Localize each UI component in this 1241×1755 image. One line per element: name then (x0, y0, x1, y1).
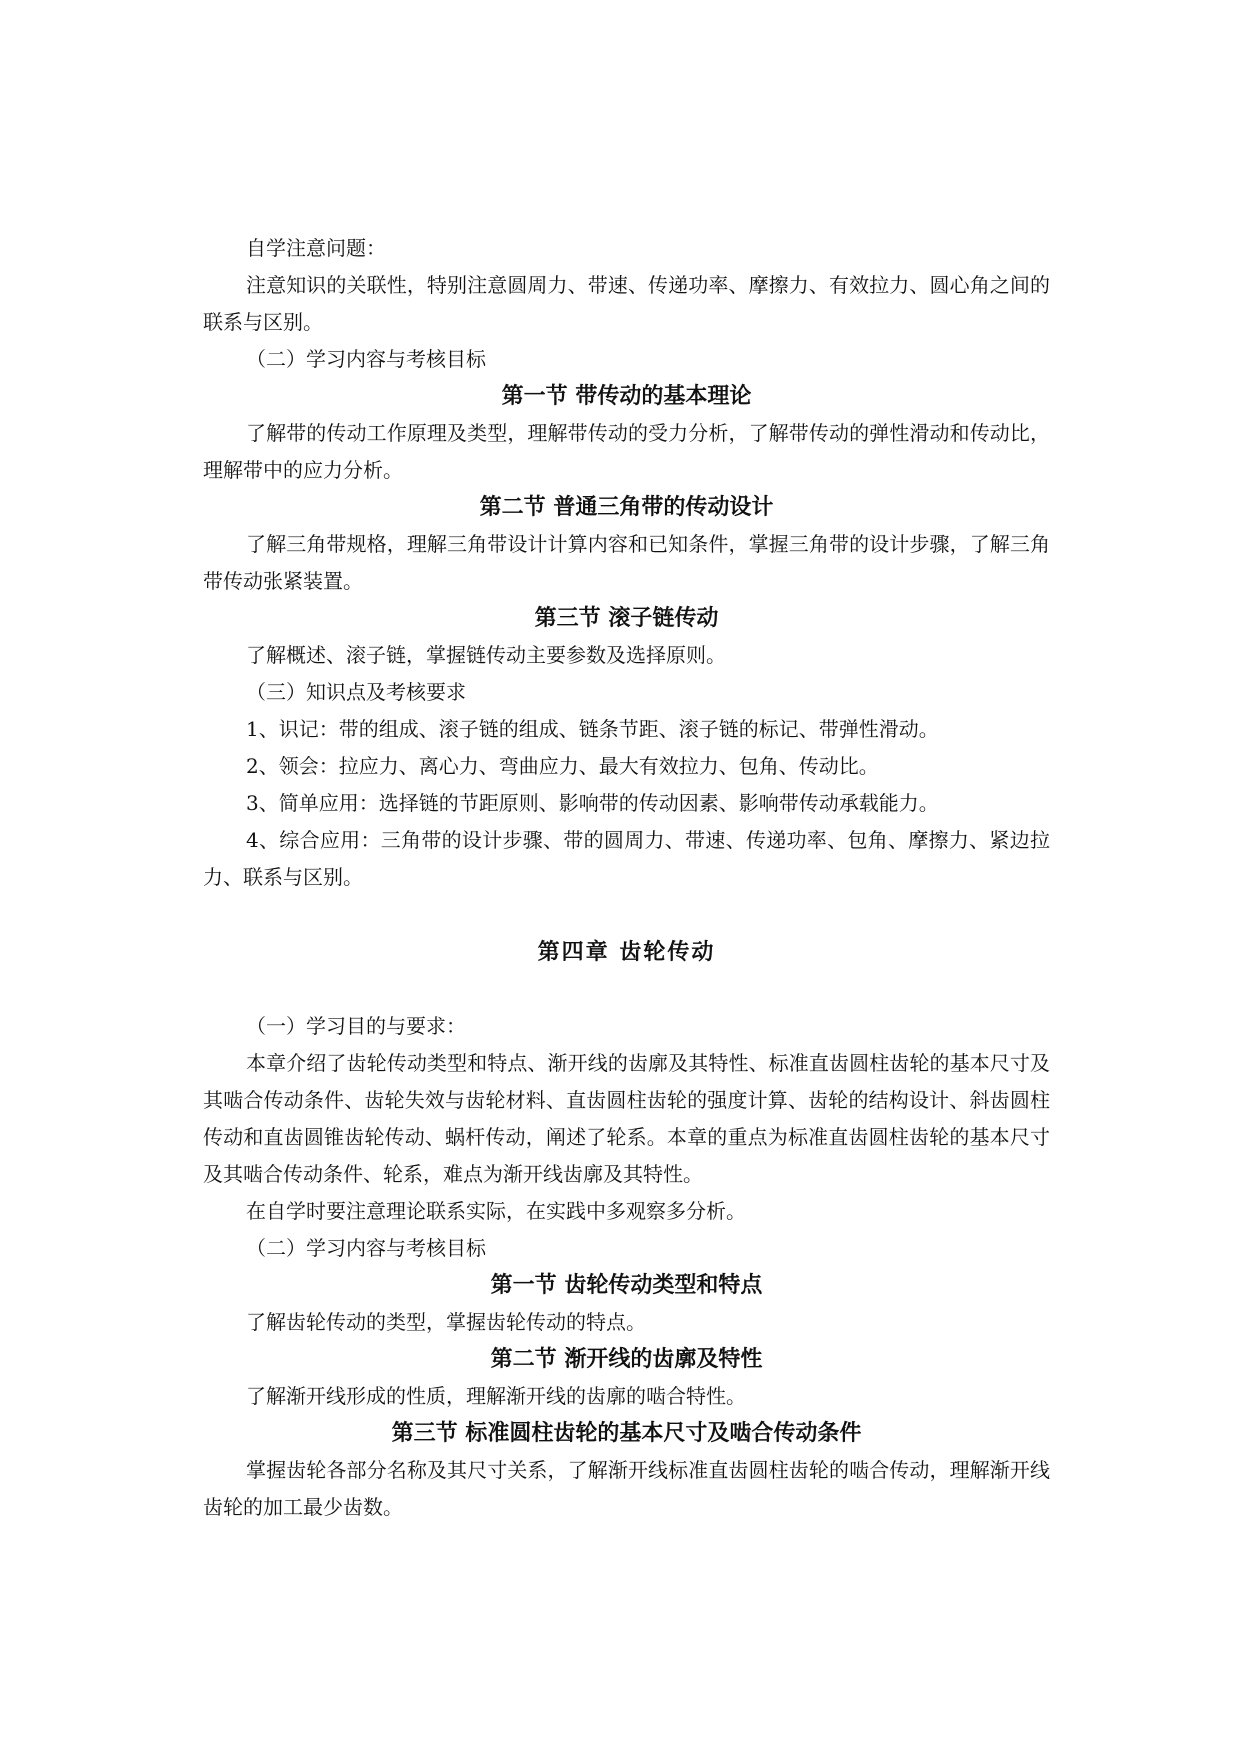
self-study-text: 注意知识的关联性，特别注意圆周力、带速、传递功率、摩擦力、有效拉力、圆心角之间的联系与区别。 (203, 273, 1050, 334)
ch4-section-3-text: 掌握齿轮各部分名称及其尺寸关系，了解渐开线标准直齿圆柱齿轮的啮合传动，理解渐开线齿轮的加工最少齿数。 (203, 1458, 1050, 1519)
ch3-section-2-title: 第二节 普通三角带的传动设计 (479, 495, 774, 520)
ch3-section-2-text: 了解三角带规格，理解三角带设计计算内容和已知条件，掌握三角带的设计步骤，了解三角带传动张紧装置。 (203, 532, 1050, 593)
knowledge-item-2: 2、领会：拉应力、离心力、弯曲应力、最大有效拉力、包角、传动比。 (246, 754, 879, 778)
ch4-section-2-text: 了解渐开线形成的性质，理解渐开线的齿廓的啮合特性。 (246, 1384, 746, 1408)
ch4-study-note: 在自学时要注意理论联系实际，在实践中多观察多分析。 (246, 1199, 746, 1223)
ch4-goal-title: （一）学习目的与要求： (246, 1014, 466, 1038)
ch3-section-1-title: 第一节 带传动的基本理论 (501, 384, 752, 409)
ch3-section-1-text: 了解带的传动工作原理及类型，理解带传动的受力分析，了解带传动的弹性滑动和传动比，理解带中的应力分析。 (203, 421, 1050, 482)
knowledge-title: （三）知识点及考核要求 (246, 680, 466, 704)
knowledge-item-3: 3、简单应用：选择链的节距原则、影响带的传动因素、影响带传动承载能力。 (246, 791, 939, 815)
ch4-content-title: （二）学习内容与考核目标 (246, 1236, 486, 1260)
ch3-section-3-text: 了解概述、滚子链，掌握链传动主要参数及选择原则。 (246, 643, 726, 667)
ch4-intro: 本章介绍了齿轮传动类型和特点、渐开线的齿廓及其特性、标准直齿圆柱齿轮的基本尺寸及其啮合传动条件、齿轮失效与齿轮材料、直齿圆柱齿轮的强度计算、齿轮的结构设计、斜齿圆柱传动和直齿圆锥齿轮传动、蜗杆传动，阐述了轮系。本章的重点为标准直齿圆柱齿轮的基本尺寸及其啮合传动条件、轮系，难点为渐开线齿廓及其特性。 (203, 1051, 1050, 1186)
ch4-section-1-text: 了解齿轮传动的类型，掌握齿轮传动的特点。 (246, 1310, 646, 1334)
ch3-section-3-title: 第三节 滚子链传动 (534, 606, 719, 631)
knowledge-item-1: 1、识记：带的组成、滚子链的组成、链条节距、滚子链的标记、带弹性滑动。 (246, 717, 939, 741)
chapter-4-title: 第四章 齿轮传动 (537, 940, 716, 965)
ch4-section-1-title: 第一节 齿轮传动类型和特点 (490, 1273, 763, 1298)
self-study-title: 自学注意问题： (246, 236, 386, 260)
ch3-content-title: （二）学习内容与考核目标 (246, 347, 486, 371)
page-content (203, 230, 1050, 1526)
ch4-section-3-title: 第三节 标准圆柱齿轮的基本尺寸及啮合传动条件 (391, 1421, 862, 1446)
ch4-section-2-title: 第二节 渐开线的齿廓及特性 (490, 1347, 763, 1372)
knowledge-item-4: 4、综合应用：三角带的设计步骤、带的圆周力、带速、传递功率、包角、摩擦力、紧边拉力、联系与区别。 (203, 828, 1050, 889)
